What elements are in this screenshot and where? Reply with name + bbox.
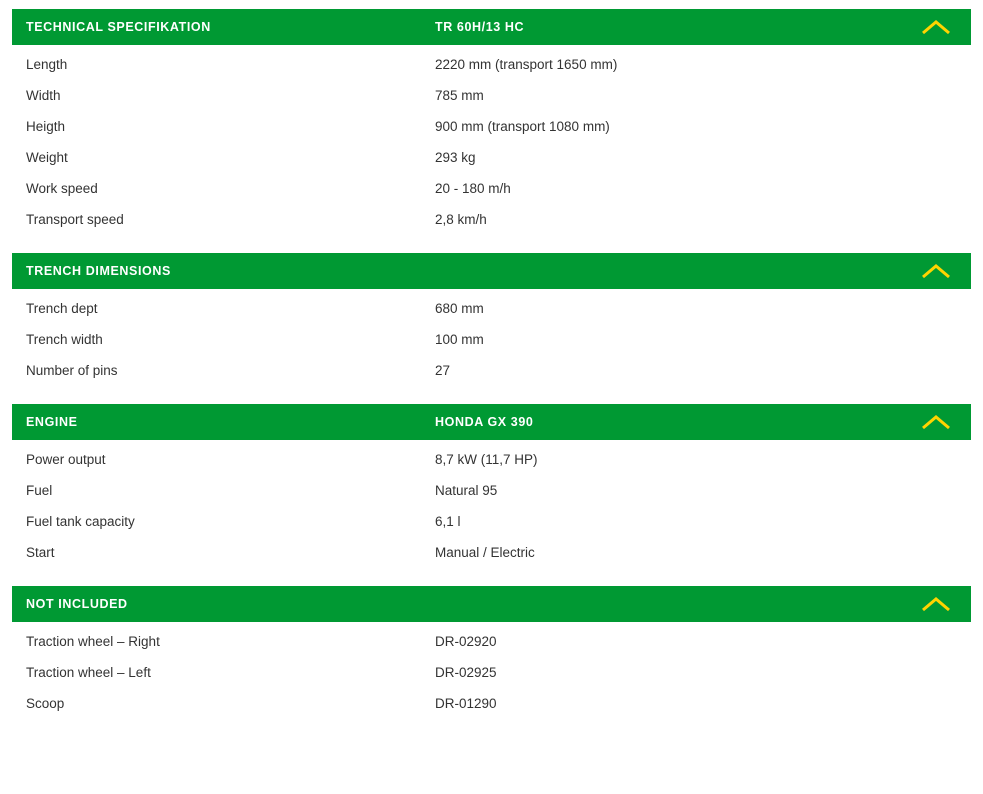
- section-rows: [12, 289, 971, 394]
- row-value: DR-01290: [435, 696, 497, 711]
- section-header-not-included[interactable]: [12, 586, 971, 622]
- section-subtitle: HONDA GX 390: [435, 415, 534, 429]
- row-value: 8,7 kW (11,7 HP): [435, 452, 538, 467]
- table-row: [12, 514, 971, 545]
- row-value: 6,1 l: [435, 514, 461, 529]
- table-row: [12, 545, 971, 576]
- table-row: [12, 634, 971, 665]
- row-label: Work speed: [26, 181, 98, 196]
- section-title: NOT INCLUDED: [26, 597, 128, 611]
- section-rows: [12, 622, 971, 727]
- row-label: Traction wheel – Right: [26, 634, 160, 649]
- row-label: Start: [26, 545, 55, 560]
- row-value: DR-02920: [435, 634, 497, 649]
- chevron-up-icon[interactable]: [921, 18, 951, 36]
- row-value: 27: [435, 363, 451, 378]
- row-label: Fuel: [26, 483, 53, 498]
- table-row: [12, 452, 971, 483]
- spec-section: [12, 253, 971, 394]
- row-label: Traction wheel – Left: [26, 665, 151, 680]
- table-row: [12, 665, 971, 696]
- section-header-trench-dimensions[interactable]: [12, 253, 971, 289]
- row-value: 680 mm: [435, 301, 484, 316]
- table-row: [12, 301, 971, 332]
- row-value: 20 - 180 m/h: [435, 181, 511, 196]
- row-label: Scoop: [26, 696, 65, 711]
- table-row: [12, 181, 971, 212]
- row-label: Transport speed: [26, 212, 124, 227]
- row-label: Power output: [26, 452, 106, 467]
- table-row: [12, 57, 971, 88]
- spec-section: [12, 404, 971, 576]
- section-header-technical-specifikation[interactable]: [12, 9, 971, 45]
- chevron-up-icon[interactable]: [921, 595, 951, 613]
- table-row: [12, 88, 971, 119]
- section-rows: [12, 45, 971, 243]
- row-label: Weight: [26, 150, 68, 165]
- section-rows: [12, 440, 971, 576]
- row-label: Trench dept: [26, 301, 98, 316]
- section-title: TECHNICAL SPECIFIKATION: [26, 20, 211, 34]
- row-label: Length: [26, 57, 68, 72]
- table-row: [12, 483, 971, 514]
- row-value: DR-02925: [435, 665, 497, 680]
- row-label: Width: [26, 88, 61, 103]
- row-label: Heigth: [26, 119, 66, 134]
- table-row: [12, 212, 971, 243]
- row-label: Fuel tank capacity: [26, 514, 135, 529]
- chevron-up-icon[interactable]: [921, 262, 951, 280]
- table-row: [12, 150, 971, 181]
- section-subtitle: TR 60H/13 HC: [435, 20, 525, 34]
- row-value: 293 kg: [435, 150, 476, 165]
- row-value: 900 mm (transport 1080 mm): [435, 119, 610, 134]
- row-value: 2220 mm (transport 1650 mm): [435, 57, 618, 72]
- row-value: 100 mm: [435, 332, 484, 347]
- table-row: [12, 119, 971, 150]
- row-value: Natural 95: [435, 483, 498, 498]
- section-title: TRENCH DIMENSIONS: [26, 264, 171, 278]
- table-row: [12, 696, 971, 727]
- table-row: [12, 332, 971, 363]
- row-label: Trench width: [26, 332, 103, 347]
- section-header-engine[interactable]: [12, 404, 971, 440]
- row-value: 785 mm: [435, 88, 484, 103]
- row-value: Manual / Electric: [435, 545, 535, 560]
- row-value: 2,8 km/h: [435, 212, 487, 227]
- chevron-up-icon[interactable]: [921, 413, 951, 431]
- table-row: [12, 363, 971, 394]
- row-label: Number of pins: [26, 363, 118, 378]
- section-title: ENGINE: [26, 415, 78, 429]
- spec-section: [12, 9, 971, 243]
- spec-section: [12, 586, 971, 727]
